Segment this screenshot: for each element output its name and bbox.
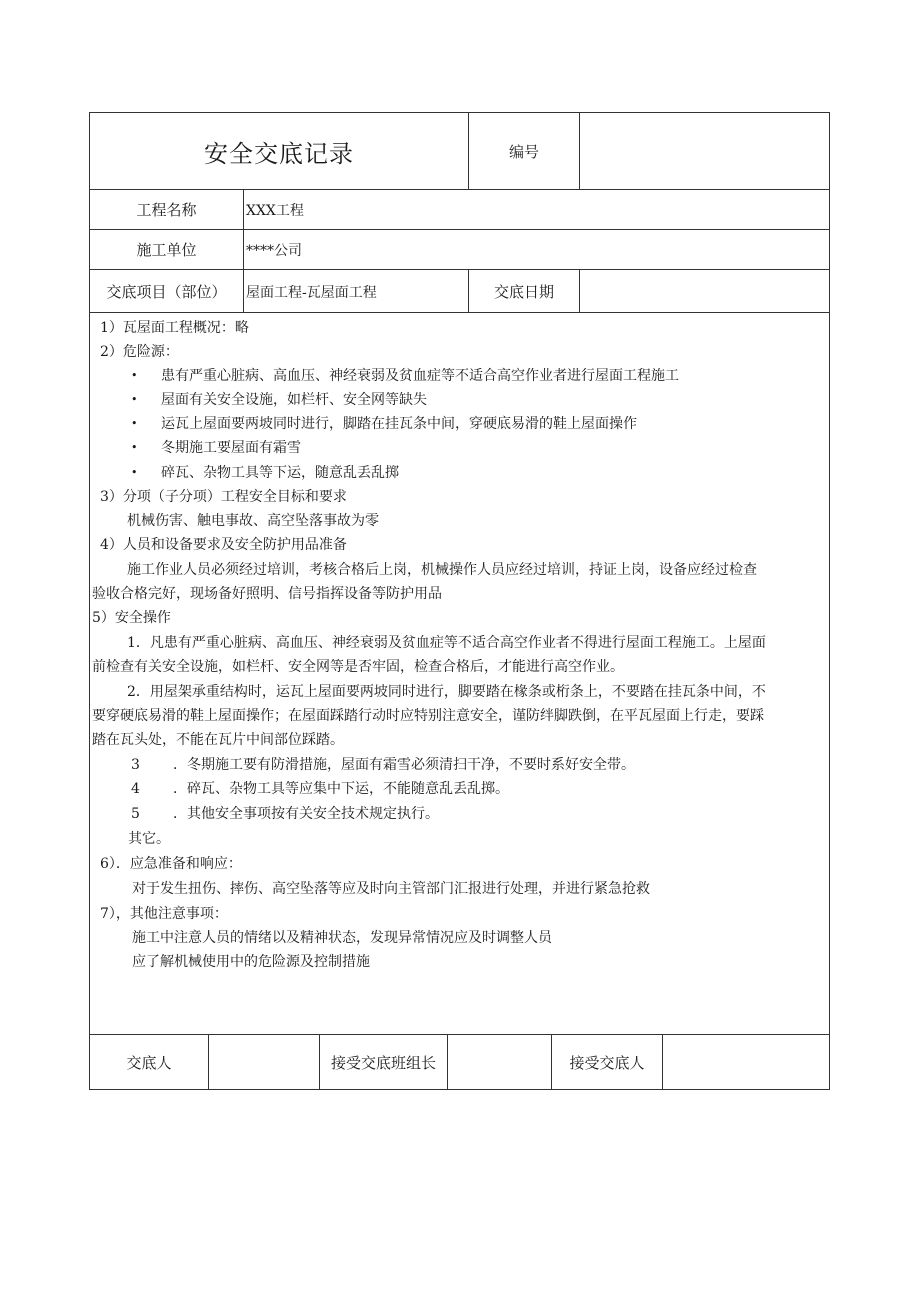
disclosure-item-value[interactable]	[244, 270, 469, 312]
number-label-text: 编号	[508, 142, 539, 161]
hazard-item: 冬期施工要屋面有霜雪	[161, 440, 301, 456]
hazard-item: 运瓦上屋面要两坡同时进行，脚踏在挂瓦条中间，穿硬底易滑的鞋上屋面操作	[161, 416, 637, 432]
hazard-item: 屋面有关安全设施，如栏杆、安全网等缺失	[161, 392, 427, 408]
bullet-5-icon: •	[131, 466, 138, 479]
section-7-heading: 7），其他注意事项：	[100, 906, 228, 922]
operation-1-line-2: 前检查有关安全设施，如栏杆、安全网等是否牢固，检查合格后，才能进行高空作业。	[92, 659, 624, 675]
bullet-4-icon: •	[131, 441, 138, 454]
operation-2-line-1: 2．用屋架承重结构时，运瓦上屋面要两坡同时进行，脚要踏在椽条或桁条上，不要踏在挂瓦条中间，不	[127, 684, 766, 700]
form-title-text: 安全交底记录	[204, 139, 354, 168]
section-3-body: 机械伤害、触电事故、高空坠落事故为零	[127, 513, 379, 529]
section-4-body-line-2: 验收合格完好，现场备好照明、信号指挥设备等防护用品	[92, 586, 442, 602]
operation-5-text: ．其他安全事项按有关安全技术规定执行。	[173, 806, 439, 822]
operation-1-line-1: 1．凡患有严重心脏病、高血压、神经衰弱及贫血症等不适合高空作业者不得进行屋面工程施工。上屋面	[127, 635, 766, 651]
project-name-value-text: XXX工程	[246, 202, 304, 219]
project-name-row	[90, 190, 829, 230]
section-7-body-line-2: 应了解机械使用中的危险源及控制措施	[132, 954, 370, 970]
safety-disclosure-form	[89, 112, 830, 1090]
project-name-value[interactable]	[244, 190, 829, 229]
section-7-body-line-1: 施工中注意人员的情绪以及精神状态，发现异常情况应及时调整人员	[132, 930, 552, 946]
section-3-heading: 3）分项（子分项）工程安全目标和要求	[100, 489, 347, 505]
disclosure-date-label	[469, 270, 580, 312]
disclosure-item-value-text: 屋面工程-瓦屋面工程	[246, 285, 377, 301]
operation-2-line-2: 要穿硬底易滑的鞋上屋面操作；在屋面踩踏行动时应特别注意安全，谨防绊脚跌倒，在平瓦屋面上行走，要踩	[92, 708, 764, 724]
operation-2-line-3: 踏在瓦头处，不能在瓦片中间部位踩踏。	[92, 732, 344, 748]
project-name-label	[90, 190, 244, 229]
number-label	[469, 113, 580, 189]
operation-4-number: 4	[131, 781, 140, 797]
project-name-label-text: 工程名称	[136, 201, 197, 219]
section-5-heading: 5）安全操作	[92, 610, 171, 626]
section-4-body-line-1: 施工作业人员必须经过培训，考核合格后上岗，机械操作人员应经过培训，持证上岗，设备应经过检查	[127, 562, 757, 578]
disclosure-date-value[interactable]	[580, 270, 829, 312]
section-6-heading: 6）．应急准备和响应：	[100, 856, 242, 872]
construction-unit-label-text: 施工单位	[136, 241, 197, 259]
hazard-item: 患有严重心脏病、高血压、神经衰弱及贫血症等不适合高空作业者进行屋面工程施工	[161, 368, 679, 384]
construction-unit-label	[90, 230, 244, 269]
disclosure-item-label	[90, 270, 244, 312]
section-6-body: 对于发生扭伤、摔伤、高空坠落等应及时向主管部门汇报进行处理，并进行紧急抢救	[132, 881, 650, 897]
receiver-label-text: 接受交底人	[569, 1053, 645, 1072]
signature-row	[90, 1035, 829, 1089]
operation-3-number: 3	[131, 757, 140, 773]
content-body	[90, 313, 829, 1035]
section-1-heading: 1）瓦屋面工程概况：略	[100, 320, 249, 336]
discloser-label-text: 交底人	[126, 1053, 172, 1072]
disclosure-date-label-text: 交底日期	[493, 282, 554, 301]
operation-4-text: ．碎瓦、杂物工具等应集中下运，不能随意乱丢乱掷。	[173, 781, 509, 797]
bullet-1-icon: •	[131, 369, 138, 382]
content-text-block	[90, 313, 829, 1035]
construction-unit-row	[90, 230, 829, 270]
form-title	[90, 113, 469, 189]
other-note: 其它。	[128, 831, 170, 847]
header-row	[90, 113, 829, 190]
operation-3-text: ．冬期施工要有防滑措施，屋面有霜雪必须清扫干净，不要时系好安全带。	[173, 757, 635, 773]
bullet-2-icon: •	[131, 393, 138, 406]
operation-5-number: 5	[131, 806, 140, 822]
number-value[interactable]	[580, 113, 829, 189]
team-leader-label-text: 接受交底班组长	[330, 1053, 436, 1072]
team-leader-label	[320, 1035, 448, 1089]
disclosure-item-label-text: 交底项目（部位）	[106, 282, 227, 301]
discloser-signature-field[interactable]	[209, 1035, 320, 1089]
disclosure-item-row	[90, 270, 829, 313]
section-2-heading: 2）危险源：	[100, 344, 179, 360]
construction-unit-value[interactable]	[244, 230, 829, 269]
receiver-label	[552, 1035, 663, 1089]
hazard-item: 碎瓦、杂物工具等下运，随意乱丢乱掷	[161, 465, 399, 481]
bullet-3-icon: •	[131, 417, 138, 430]
receiver-signature-field[interactable]	[663, 1035, 829, 1089]
construction-unit-value-text: ****公司	[246, 242, 302, 259]
discloser-label	[90, 1035, 209, 1089]
team-leader-signature-field[interactable]	[448, 1035, 552, 1089]
section-4-heading: 4）人员和设备要求及安全防护用品准备	[100, 537, 347, 553]
